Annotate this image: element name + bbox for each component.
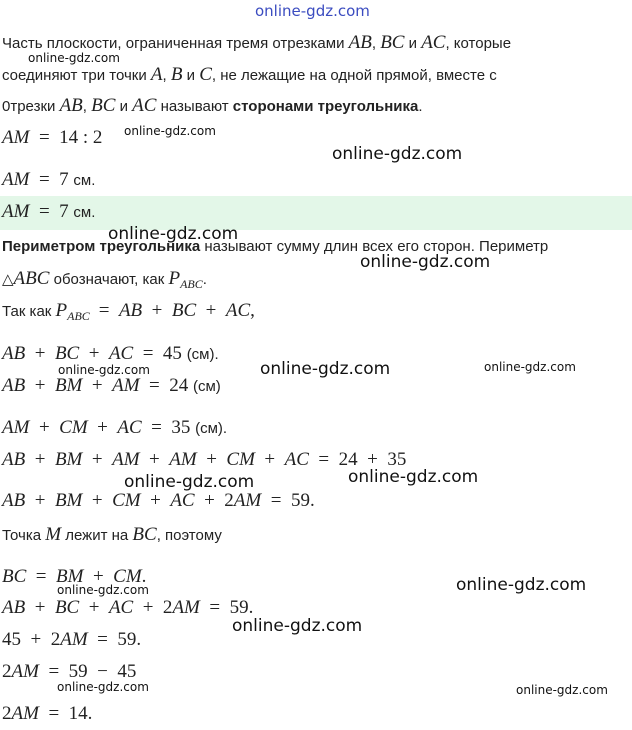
math-line-am-7: AM = 7 см. — [2, 169, 96, 190]
math-eq-7: AB + BC + AC + 2AM = 59. — [2, 597, 254, 618]
watermark: online-gdz.com — [484, 360, 576, 374]
text-line-1: Часть плоскости, ограниченная тремя отрезками AB, BC и AC, которые — [2, 32, 512, 53]
watermark: online-gdz.com — [232, 616, 363, 636]
math-eq-6: BC = BM + CM. — [2, 566, 147, 587]
watermark: online-gdz.com — [260, 359, 391, 379]
math-eq-8: 45 + 2AM = 59. — [2, 629, 142, 650]
watermark: online-gdz.com — [124, 472, 255, 492]
math-eq-5: AB + BM + CM + AC + 2AM = 59. — [2, 490, 315, 511]
math-eq-10: 2AM = 14. — [2, 703, 93, 724]
watermark: online-gdz.com — [360, 252, 491, 272]
math-eq-9: 2AM = 59 − 45 — [2, 661, 137, 682]
math-eq-2: AB + BM + AM = 24 (см) — [2, 375, 221, 396]
watermark: online-gdz.com — [58, 363, 150, 377]
watermark: online-gdz.com — [57, 680, 149, 694]
math-eq-4: AB + BM + AM + AM + CM + AC = 24 + 35 — [2, 449, 407, 470]
watermark: online-gdz.com — [348, 467, 479, 487]
watermark: online-gdz.com — [332, 144, 463, 164]
text-since: Так как $P_{ABC}$ = AB + BC + AC, — [2, 300, 255, 323]
text-point-m: Точка M лежит на BC, поэтому — [2, 524, 222, 545]
watermark: online-gdz.com — [124, 124, 216, 138]
text-line-3: 0трезки AB, BC и AC называют сторонами треугольника. — [2, 95, 423, 116]
text-line-2: соединяют три точки A, B и C, не лежащие на одной прямой, вместе с — [2, 64, 497, 85]
watermark-top: online-gdz.com — [255, 2, 370, 20]
math-line-am-7-highlight: AM = 7 см. — [2, 201, 96, 222]
watermark: online-gdz.com — [456, 575, 587, 595]
math-eq-3: AM + CM + AC = 35 (см). — [2, 417, 228, 438]
watermark: online-gdz.com — [28, 51, 120, 65]
text-perimeter-notation: △ABC обозначают, как $P_{ABC}$. — [2, 268, 207, 291]
watermark: online-gdz.com — [57, 583, 149, 597]
math-eq-1: AB + BC + AC = 45 (см). — [2, 343, 219, 364]
text-perimeter: Периметром треугольника называют сумму длин всех его сторон. Периметр — [2, 238, 549, 255]
watermark: online-gdz.com — [108, 224, 239, 244]
watermark: online-gdz.com — [516, 683, 608, 697]
math-line-am-div: AM = 14 : 2 — [2, 127, 103, 148]
text-line-1-a: Часть плоскости, ограниченная тремя отрезками — [2, 35, 349, 52]
